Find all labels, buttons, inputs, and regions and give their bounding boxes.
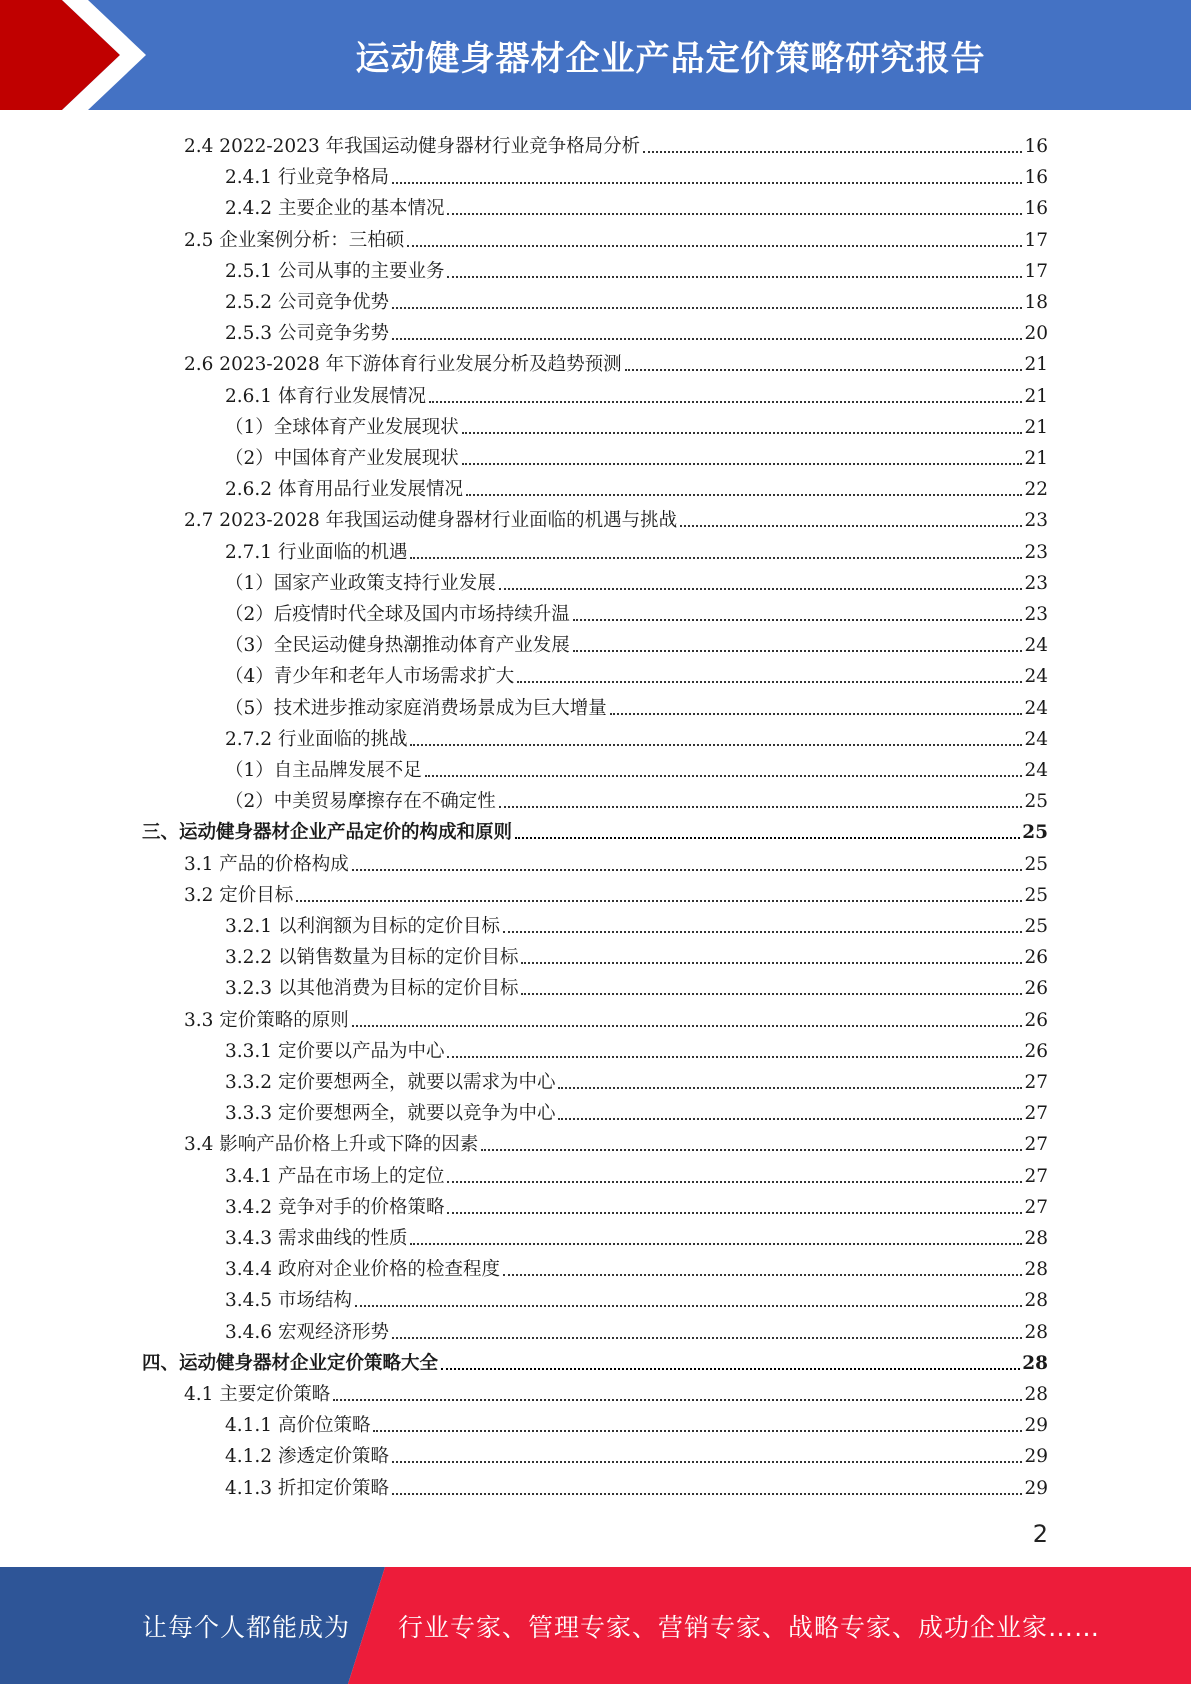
toc-entry[interactable] bbox=[225, 253, 1048, 283]
toc-entry-label: 四、运动健身器材企业定价策略大全 bbox=[142, 1352, 439, 1374]
toc-entry-page: 27 bbox=[1024, 1134, 1048, 1156]
toc-entry-page: 25 bbox=[1024, 884, 1048, 906]
toc-dot-leader bbox=[462, 432, 1023, 434]
toc-entry[interactable] bbox=[225, 190, 1048, 220]
toc-entry-page: 23 bbox=[1024, 604, 1048, 625]
toc-entry-page: 16 bbox=[1024, 136, 1048, 157]
toc-entry-label: 2.6.2 体育用品行业发展情况 bbox=[225, 479, 463, 501]
toc-entry[interactable] bbox=[225, 534, 1048, 564]
toc-entry-label: （3）全民运动健身热潮推动体育产业发展 bbox=[225, 635, 570, 657]
toc-entry-label: 2.5.3 公司竞争劣势 bbox=[225, 323, 389, 345]
toc-entry-label: 3.4.6 宏观经济形势 bbox=[225, 1321, 389, 1343]
toc-dot-leader bbox=[407, 245, 1022, 247]
toc-entry-label: 2.7 2023-2028 年我国运动健身器材行业面临的机遇与挑战 bbox=[184, 510, 678, 532]
toc-entry-page: 29 bbox=[1024, 1446, 1048, 1468]
toc-entry-label: 3.4.2 竞争对手的价格策略 bbox=[225, 1196, 445, 1218]
toc-entry-page: 21 bbox=[1024, 416, 1048, 438]
toc-entry-page: 25 bbox=[1024, 916, 1048, 937]
toc-entry-page: 25 bbox=[1024, 791, 1048, 813]
toc-entry[interactable] bbox=[225, 159, 1048, 189]
toc-entry-page: 28 bbox=[1024, 1259, 1048, 1281]
toc-entry[interactable] bbox=[225, 409, 1048, 439]
toc-entry-label: 3.1 产品的价格构成 bbox=[184, 853, 349, 875]
toc-dot-leader bbox=[429, 401, 1022, 403]
toc-entry[interactable] bbox=[225, 783, 1048, 813]
toc-dot-leader bbox=[441, 1368, 1020, 1370]
toc-entry-label: （1）自主品牌发展不足 bbox=[225, 760, 422, 781]
toc-entry[interactable] bbox=[225, 690, 1048, 720]
toc-entry-page: 29 bbox=[1024, 1477, 1048, 1499]
toc-entry-label: 4.1.3 折扣定价策略 bbox=[225, 1477, 389, 1499]
toc-dot-leader bbox=[447, 276, 1022, 278]
toc-entry-page: 17 bbox=[1024, 260, 1048, 282]
toc-entry[interactable] bbox=[225, 471, 1048, 501]
toc-entry[interactable] bbox=[142, 1345, 1048, 1375]
toc-entry-label: 4.1.1 高价位策略 bbox=[225, 1415, 371, 1437]
toc-entry-label: 2.7.2 行业面临的挑战 bbox=[225, 728, 408, 750]
toc-dot-leader bbox=[521, 962, 1022, 964]
toc-entry[interactable] bbox=[184, 222, 1048, 252]
toc-dot-leader bbox=[333, 1399, 1022, 1401]
toc-entry[interactable] bbox=[225, 1314, 1048, 1344]
toc-entry[interactable] bbox=[184, 1376, 1048, 1406]
toc-entry[interactable] bbox=[184, 128, 1048, 158]
toc-entry-page: 28 bbox=[1024, 1384, 1048, 1405]
toc-dot-leader bbox=[462, 463, 1023, 465]
toc-dot-leader bbox=[410, 1243, 1022, 1245]
toc-entry-page: 22 bbox=[1024, 479, 1048, 501]
toc-entry-page: 21 bbox=[1024, 385, 1048, 407]
footer-slogan-left: 让每个人都能成为 bbox=[142, 1612, 351, 1642]
toc-entry[interactable] bbox=[225, 378, 1048, 408]
toc-dot-leader bbox=[392, 1493, 1022, 1495]
toc-entry[interactable] bbox=[225, 908, 1048, 938]
toc-dot-leader bbox=[503, 931, 1022, 933]
toc-entry-page: 28 bbox=[1024, 1290, 1048, 1312]
toc-dot-leader bbox=[680, 525, 1022, 527]
toc-entry-label: （2）中国体育产业发展现状 bbox=[225, 448, 459, 469]
toc-entry-page: 21 bbox=[1024, 354, 1048, 376]
toc-entry[interactable] bbox=[225, 658, 1048, 688]
toc-entry-page: 16 bbox=[1024, 167, 1048, 189]
toc-dot-leader bbox=[643, 151, 1022, 153]
toc-entry-label: 3.2.1 以利润额为目标的定价目标 bbox=[225, 916, 500, 937]
toc-entry-page: 28 bbox=[1024, 1321, 1048, 1343]
toc-dot-leader bbox=[410, 557, 1022, 559]
toc-dot-leader bbox=[517, 681, 1022, 683]
page-number: 2 bbox=[1032, 1520, 1048, 1548]
toc-entry[interactable] bbox=[225, 1220, 1048, 1250]
toc-dot-leader bbox=[392, 1461, 1022, 1463]
toc-entry[interactable] bbox=[225, 1282, 1048, 1312]
toc-entry[interactable] bbox=[184, 502, 1048, 532]
toc-entry-label: 3.4.3 需求曲线的性质 bbox=[225, 1228, 408, 1249]
toc-entry[interactable] bbox=[225, 1095, 1048, 1125]
toc-entry-page: 26 bbox=[1024, 947, 1048, 969]
toc-entry[interactable] bbox=[184, 877, 1048, 907]
toc-dot-leader bbox=[558, 1087, 1022, 1089]
toc-dot-leader bbox=[573, 650, 1023, 652]
toc-entry-label: 3.2.3 以其他消费为目标的定价目标 bbox=[225, 978, 519, 1000]
toc-entry[interactable] bbox=[225, 1158, 1048, 1188]
toc-entry-label: 三、运动健身器材企业产品定价的构成和原则 bbox=[142, 822, 513, 844]
toc-entry[interactable] bbox=[225, 1064, 1048, 1094]
toc-entry-label: 3.4.4 政府对企业价格的检查程度 bbox=[225, 1259, 500, 1281]
toc-entry-label: 2.5.2 公司竞争优势 bbox=[225, 292, 389, 313]
toc-dot-leader bbox=[521, 993, 1022, 995]
toc-entry-page: 27 bbox=[1024, 1072, 1048, 1093]
toc-entry-page: 16 bbox=[1024, 198, 1048, 220]
toc-entry-page: 28 bbox=[1022, 1352, 1048, 1374]
toc-entry-label: （2）后疫情时代全球及国内市场持续升温 bbox=[225, 604, 570, 625]
toc-entry-label: 4.1 主要定价策略 bbox=[184, 1384, 331, 1405]
toc-entry-label: 2.6 2023-2028 年下游体育行业发展分析及趋势预测 bbox=[184, 354, 622, 376]
toc-entry[interactable] bbox=[225, 1251, 1048, 1281]
toc-dot-leader bbox=[355, 1305, 1023, 1307]
toc-entry-label: （4）青少年和老年人市场需求扩大 bbox=[225, 666, 515, 688]
page-header bbox=[0, 0, 1191, 110]
toc-dot-leader bbox=[392, 338, 1022, 340]
toc-entry-page: 28 bbox=[1024, 1228, 1048, 1249]
toc-dot-leader bbox=[392, 307, 1022, 309]
toc-entry[interactable] bbox=[225, 315, 1048, 345]
toc-dot-leader bbox=[296, 900, 1022, 902]
toc-entry-page: 27 bbox=[1024, 1103, 1048, 1125]
toc-entry-label: （1）全球体育产业发展现状 bbox=[225, 416, 459, 438]
toc-entry-label: 3.3.2 定价要想两全，就要以需求为中心 bbox=[225, 1072, 556, 1093]
toc-dot-leader bbox=[625, 369, 1023, 371]
report-title: 运动健身器材企业产品定价策略研究报告 bbox=[355, 38, 986, 79]
toc-dot-leader bbox=[392, 182, 1022, 184]
toc-entry[interactable] bbox=[225, 596, 1048, 626]
toc-dot-leader bbox=[392, 1337, 1022, 1339]
toc-dot-leader bbox=[499, 588, 1023, 590]
toc-entry-label: （1）国家产业政策支持行业发展 bbox=[225, 572, 496, 594]
toc-entry-label: 2.7.1 行业面临的机遇 bbox=[225, 541, 408, 563]
toc-entry-label: （5）技术进步推动家庭消费场景成为巨大增量 bbox=[225, 697, 607, 719]
toc-dot-leader bbox=[481, 1149, 1022, 1151]
footer-slogan-right: 行业专家、管理专家、营销专家、战略专家、成功企业家…… bbox=[398, 1612, 1101, 1642]
toc-entry-page: 27 bbox=[1024, 1165, 1048, 1187]
toc-entry-label: 2.4.1 行业竞争格局 bbox=[225, 167, 389, 189]
toc-dot-leader bbox=[573, 619, 1023, 621]
toc-dot-leader bbox=[410, 744, 1022, 746]
toc-entry-page: 24 bbox=[1024, 728, 1048, 750]
toc-entry[interactable] bbox=[225, 627, 1048, 657]
toc-entry-page: 23 bbox=[1024, 510, 1048, 532]
toc-entry[interactable] bbox=[225, 440, 1048, 470]
toc-entry[interactable] bbox=[225, 1189, 1048, 1219]
toc-dot-leader bbox=[447, 1181, 1022, 1183]
toc-dot-leader bbox=[499, 806, 1023, 808]
toc-entry-page: 25 bbox=[1022, 822, 1048, 844]
toc-entry-page: 25 bbox=[1024, 853, 1048, 875]
toc-entry-label: 2.6.1 体育行业发展情况 bbox=[225, 385, 426, 407]
toc-entry-page: 23 bbox=[1024, 541, 1048, 563]
page-footer bbox=[0, 1567, 1191, 1684]
toc-dot-leader bbox=[558, 1118, 1022, 1120]
toc-dot-leader bbox=[610, 713, 1023, 715]
toc-entry-page: 27 bbox=[1024, 1196, 1048, 1218]
toc-entry[interactable] bbox=[225, 284, 1048, 314]
toc-entry[interactable] bbox=[225, 721, 1048, 751]
toc-dot-leader bbox=[352, 869, 1023, 871]
toc-entry-page: 17 bbox=[1024, 229, 1048, 251]
toc-dot-leader bbox=[515, 837, 1020, 839]
toc-entry[interactable] bbox=[225, 1438, 1048, 1468]
toc-entry-page: 29 bbox=[1024, 1415, 1048, 1437]
toc-entry-page: 24 bbox=[1024, 760, 1048, 781]
toc-entry[interactable] bbox=[225, 1033, 1048, 1063]
toc-entry-label: 3.3.3 定价要想两全，就要以竞争为中心 bbox=[225, 1103, 556, 1125]
toc-entry-label: 3.4 影响产品价格上升或下降的因素 bbox=[184, 1134, 479, 1156]
toc-entry[interactable] bbox=[184, 1126, 1048, 1156]
toc-entry-page: 21 bbox=[1024, 448, 1048, 469]
toc-entry-page: 18 bbox=[1024, 292, 1048, 313]
toc-entry[interactable] bbox=[225, 1470, 1048, 1500]
toc-entry[interactable] bbox=[184, 346, 1048, 376]
toc-dot-leader bbox=[447, 1212, 1022, 1214]
toc-dot-leader bbox=[466, 494, 1022, 496]
toc-entry-label: 3.2 定价目标 bbox=[184, 884, 294, 906]
toc-entry-label: 3.2.2 以销售数量为目标的定价目标 bbox=[225, 947, 519, 969]
toc-entry[interactable] bbox=[225, 565, 1048, 595]
toc-entry-page: 23 bbox=[1024, 572, 1048, 594]
toc-entry-label: 2.4.2 主要企业的基本情况 bbox=[225, 198, 445, 220]
toc-entry[interactable] bbox=[225, 939, 1048, 969]
toc-entry-label: 4.1.2 渗透定价策略 bbox=[225, 1446, 389, 1468]
toc-entry-label: 2.5 企业案例分析：三柏硕 bbox=[184, 229, 405, 251]
toc-entry-page: 20 bbox=[1024, 323, 1048, 345]
toc-entry-page: 24 bbox=[1024, 697, 1048, 719]
toc-entry-page: 26 bbox=[1024, 978, 1048, 1000]
toc-entry[interactable] bbox=[184, 846, 1048, 876]
toc-entry[interactable] bbox=[225, 752, 1048, 782]
toc-entry[interactable] bbox=[142, 814, 1048, 844]
toc-dot-leader bbox=[425, 775, 1023, 777]
toc-entry-label: 3.4.5 市场结构 bbox=[225, 1290, 352, 1312]
toc-entry-label: 3.3 定价策略的原则 bbox=[184, 1009, 349, 1031]
toc-entry-page: 24 bbox=[1024, 666, 1048, 688]
toc-entry-label: 2.4 2022-2023 年我国运动健身器材行业竞争格局分析 bbox=[184, 136, 641, 157]
toc-entry-label: 2.5.1 公司从事的主要业务 bbox=[225, 260, 445, 282]
toc-entry-page: 26 bbox=[1024, 1040, 1048, 1062]
toc-dot-leader bbox=[447, 1056, 1022, 1058]
toc-dot-leader bbox=[352, 1025, 1023, 1027]
toc-entry[interactable] bbox=[225, 970, 1048, 1000]
toc-dot-leader bbox=[373, 1430, 1022, 1432]
toc-entry-label: （2）中美贸易摩擦存在不确定性 bbox=[225, 791, 496, 813]
toc-dot-leader bbox=[503, 1274, 1022, 1276]
toc-entry-page: 26 bbox=[1024, 1009, 1048, 1031]
toc-entry-label: 3.3.1 定价要以产品为中心 bbox=[225, 1040, 445, 1062]
toc-entry[interactable] bbox=[225, 1407, 1048, 1437]
toc-entry-page: 24 bbox=[1024, 635, 1048, 657]
toc-entry-label: 3.4.1 产品在市场上的定位 bbox=[225, 1165, 445, 1187]
toc-dot-leader bbox=[447, 213, 1022, 215]
toc-entry[interactable] bbox=[184, 1002, 1048, 1032]
